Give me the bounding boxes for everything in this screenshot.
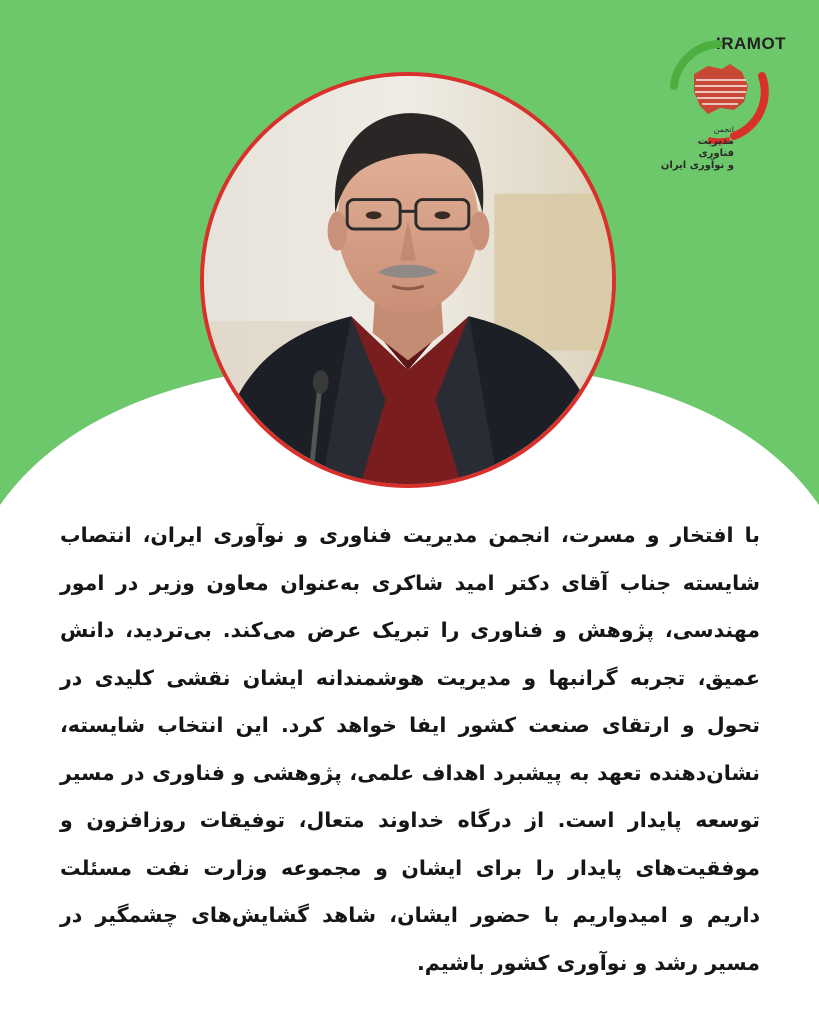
portrait-icon [204, 76, 612, 484]
portrait-photo [200, 72, 616, 488]
logo-brand-text: IRAMOT [716, 34, 787, 53]
logo-name [660, 124, 734, 172]
logo-name-line3: و نوآوری ایران [660, 160, 734, 171]
congratulation-message: با افتخار و مسرت، انجمن مدیریت فناوری و نوآوری ایران، انتصاب شایسته جناب آقای دکتر امید شاکری به‌عنوان معاون وزیر در امور مهندسی، پژوهش و فناوری را تبریک عرض می‌کند. بی‌تردید، دانش عمیق، تجربه گرانبها و مدیریت هوشمندانه ایشان نقشی کلیدی در تحول و ارتقای صنعت کشور ایفا خواهد کرد. این انتخاب شایسته، نشان‌دهنده تعهد به پیشبرد اهداف علمی، پژوهشی و فناوری در مسیر توسعه پایدار است. از درگاه خداوند متعال، توفیقات روزافزون و موفقیت‌های پایدار را برای ایشان و مجموعه وزارت نفت مسئلت داریم و امیدواریم با حضور ایشان، شاهد گشایش‌های چشمگیر در مسیر رشد و نوآوری کشور باشیم. [60, 523, 760, 975]
logo-name-line2: مدیریت فناوری [697, 136, 734, 159]
iramot-logo [660, 28, 804, 178]
logo-name-line1: انجمن [713, 125, 734, 134]
